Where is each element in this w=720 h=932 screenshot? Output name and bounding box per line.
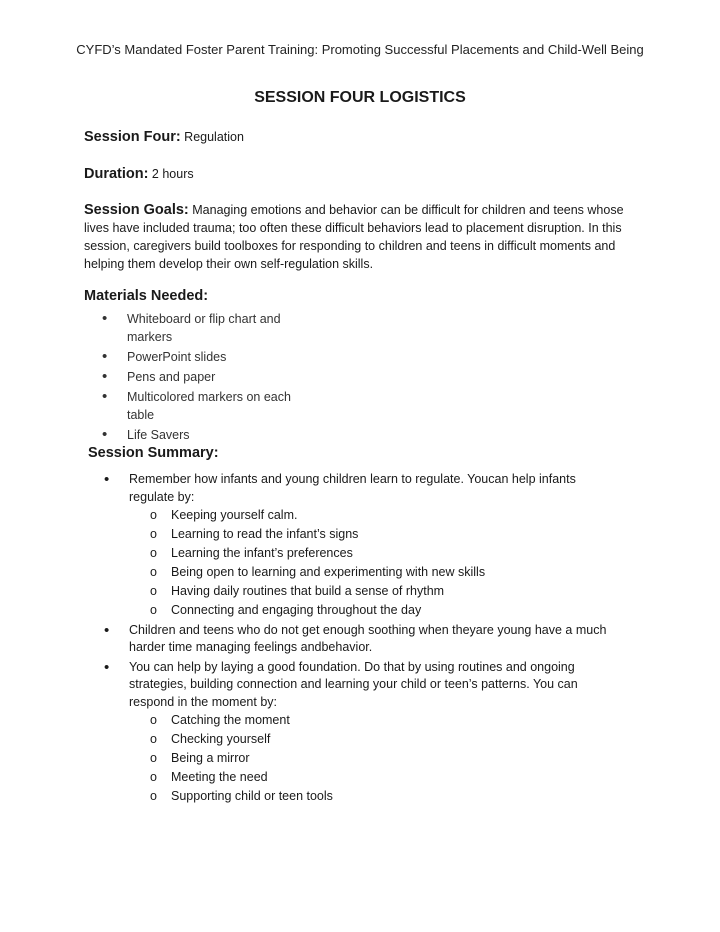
duration-value: 2 hours — [151, 167, 194, 181]
summary-subitem: o Catching the moment — [129, 712, 620, 730]
materials-item: • PowerPoint slides — [96, 348, 306, 366]
summary-item — [100, 659, 620, 806]
session-field — [84, 128, 624, 146]
goals-field — [84, 201, 624, 273]
summary-subitem: o Being a mirror — [129, 750, 620, 768]
summary-item — [100, 471, 620, 620]
summary-item-text: Remember how infants and young children learn to regulate. Youcan help infants regulate by: — [129, 472, 576, 504]
summary-sublist — [129, 507, 620, 620]
materials-item: • Multicolored markers on each table — [96, 388, 306, 424]
materials-item: • Whiteboard or flip chart and markers — [96, 310, 306, 346]
session-label: Session Four: — [84, 129, 181, 145]
summary-heading: Session Summary: — [88, 445, 219, 461]
materials-heading: Materials Needed: — [84, 288, 209, 304]
summary-subitem: o Having daily routines that build a sense of rhythm — [129, 583, 620, 601]
session-value: Regulation — [184, 130, 244, 144]
summary-item-text: Children and teens who do not get enough soothing when theyare young have a much harder time managing feelings andbehavior. — [129, 622, 607, 654]
materials-item: • Pens and paper — [96, 368, 306, 386]
summary-item-text: You can help by laying a good foundation. Do that by using routines and ongoing strategies, building connection and learning your child or teen’s patterns. You can respond in the moment by: — [129, 659, 578, 709]
goals-label: Session Goals: — [84, 202, 189, 218]
running-header: CYFD’s Mandated Foster Parent Training: Promoting Successful Placements and Child-Well Being — [76, 42, 644, 57]
summary-subitem: o Checking yourself — [129, 731, 620, 749]
duration-label: Duration: — [84, 166, 149, 182]
summary-subitem: o Being open to learning and experimenting with new skills — [129, 564, 620, 582]
summary-subitem: o Learning to read the infant’s signs — [129, 526, 620, 544]
materials-item: • Life Savers — [96, 426, 306, 444]
summary-list — [100, 471, 620, 808]
goals-text: Managing emotions and behavior can be difficult for children and teens whose lives have included trauma; too often these difficult behaviors lead to placement disruption. In this session, caregivers build toolboxes for responding to children and teens in difficult moments and helping them develop their own self-regulation skills. — [84, 203, 624, 271]
summary-subitem: o Learning the infant’s preferences — [129, 545, 620, 563]
summary-subitem: o Keeping yourself calm. — [129, 507, 620, 525]
summary-item — [100, 622, 620, 657]
materials-list — [96, 310, 306, 446]
summary-sublist — [129, 712, 620, 806]
document-title: SESSION FOUR LOGISTICS — [254, 89, 466, 106]
summary-subitem: o Connecting and engaging throughout the day — [129, 602, 620, 620]
duration-field — [84, 165, 624, 183]
summary-subitem: o Meeting the need — [129, 769, 620, 787]
summary-subitem: o Supporting child or teen tools — [129, 788, 620, 806]
